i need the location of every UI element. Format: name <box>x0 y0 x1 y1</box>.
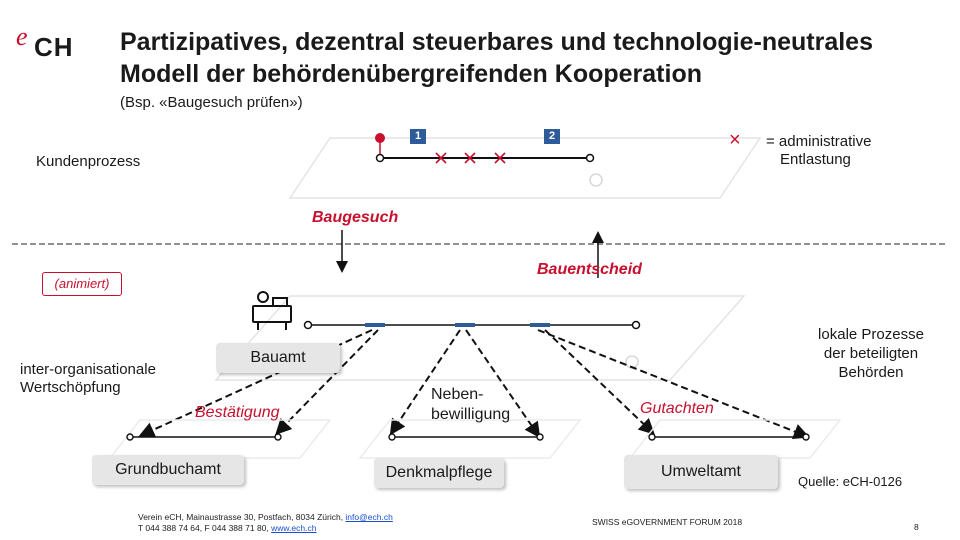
customer-process-label: Kundenprozess <box>36 153 141 170</box>
legend-text-line1: = administrative <box>766 133 872 150</box>
bauamt-end-node <box>633 322 640 329</box>
customer-process-plane <box>290 138 760 198</box>
inter-org-label-line2: Wertschöpfung <box>20 379 121 396</box>
baugesuch-label: Baugesuch <box>312 209 399 226</box>
grundbuchamt-box: Grundbuchamt <box>92 455 244 485</box>
page-title: Partizipatives, dezentral steuerbares und technologie-neutrales Modell der behördenübergreifenden Kooperation <box>120 28 873 88</box>
footer-address-line2: T 044 388 74 64, F 044 388 71 80, <box>138 523 272 533</box>
start-pin-icon <box>375 133 385 143</box>
footer-email-link[interactable]: info@ech.ch <box>345 512 393 522</box>
grundbuchamt-plane <box>110 420 330 458</box>
legend-cross-icon: × <box>729 129 741 151</box>
nebenbewilligung-label-line2: bewilligung <box>431 406 511 423</box>
footer-address-line1: Verein eCH, Mainaustrasse 30, Postfach, 8034 Zürich, <box>138 512 346 522</box>
local-processes-line2: der beteiligten <box>823 345 919 362</box>
step-1-number: 1 <box>414 130 422 142</box>
local-processes-line3: Behörden <box>838 364 904 381</box>
source-label: Quelle: eCH-0126 <box>798 474 903 489</box>
logo-e: e <box>16 22 28 51</box>
bauentscheid-label: Bauentscheid <box>537 261 642 278</box>
customer-end-node <box>587 155 594 162</box>
logo-ch: CH <box>34 32 74 62</box>
denkmalpflege-box: Denkmalpflege <box>374 458 504 488</box>
customer-start-node <box>377 155 384 162</box>
animated-badge: (animiert) <box>42 272 122 296</box>
nebenbewilligung-label-line1: Neben- <box>431 386 484 403</box>
legend-text-line2: Entlastung <box>780 151 851 168</box>
local-processes-line1: lokale Prozesse <box>818 326 924 343</box>
footer-website-link[interactable]: www.ech.ch <box>271 523 317 533</box>
page-number: 8 <box>914 522 919 532</box>
step-2-number: 2 <box>548 130 556 142</box>
bestaetigung-label: Bestätigung <box>195 404 280 421</box>
footer-address <box>138 512 393 534</box>
plane-corner-circle <box>590 174 602 186</box>
gutachten-label: Gutachten <box>640 400 714 417</box>
umweltamt-box: Umweltamt <box>624 455 778 489</box>
inter-org-label-line1: inter-organisationale <box>20 361 156 378</box>
page-subtitle: (Bsp. «Baugesuch prüfen») <box>120 94 303 111</box>
footer-forum: SWISS eGOVERNMENT FORUM 2018 <box>592 517 743 527</box>
clerk-desk-icon <box>253 292 291 330</box>
bauamt-box: Bauamt <box>216 343 340 373</box>
bauamt-start-node <box>305 322 312 329</box>
